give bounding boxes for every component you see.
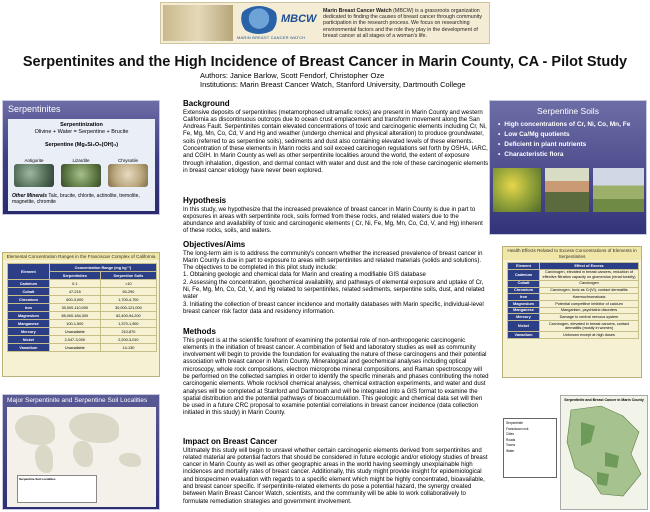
sample-label: Antigorite bbox=[24, 158, 44, 163]
table-cell: Iron bbox=[8, 304, 50, 312]
methods-section bbox=[183, 327, 489, 417]
flora-photo bbox=[493, 168, 541, 212]
table-cell: 47-215 bbox=[49, 288, 100, 296]
table-header: Effect of Excess bbox=[540, 263, 639, 270]
serpentinization-equation: Olivine + Water = Serpentine + Brucite bbox=[34, 129, 129, 135]
table-cell: 14-130 bbox=[100, 344, 156, 352]
table-row bbox=[8, 288, 157, 296]
banner-photo-strip bbox=[163, 5, 233, 41]
objectives-section bbox=[183, 240, 489, 315]
chrysotile-sample bbox=[108, 158, 148, 187]
table-header: Element bbox=[8, 264, 50, 280]
table-cell: Mercury bbox=[8, 328, 50, 336]
soils-item: • Deficient in plant nutrients bbox=[498, 140, 646, 150]
table-row bbox=[8, 320, 157, 328]
table-row bbox=[508, 287, 639, 294]
table-cell: Magnesium bbox=[8, 312, 50, 320]
legend-entry: Towns bbox=[506, 443, 516, 447]
map-landmass bbox=[15, 415, 55, 445]
concentration-table bbox=[7, 263, 157, 352]
concentration-table-body bbox=[8, 280, 157, 352]
health-table-body bbox=[508, 269, 639, 338]
table-row bbox=[508, 332, 639, 339]
table-cell: 30,000-121,000 bbox=[100, 304, 156, 312]
soils-heading: Serpentine Soils bbox=[537, 106, 599, 116]
map-landmass bbox=[119, 453, 141, 467]
objective-item: 1. Obtaining geologic and chemical data for Marin and creating a modifiable GIS database bbox=[183, 271, 426, 279]
table-row bbox=[508, 321, 639, 332]
logo-text: MBCW bbox=[281, 13, 317, 25]
table-cell: <10 bbox=[100, 280, 156, 288]
marin-map-graphic bbox=[561, 402, 647, 502]
table-row bbox=[8, 312, 157, 320]
health-effects-table bbox=[507, 262, 639, 339]
background-text: Extensive deposits of serpentinites (metamorphosed ultramafic rocks) are present in Marin County and western California as discontinuous outcrops due to ocean crust emplacement and transform movement along the San Andreas Fault. Serpentinites contain elevated concentrations of toxic and carcinogenic elements including Cr, Ni, Fe, Mg, Mn, Co, Cd, V and Hg and weather (undergo chemical and physical alteration) to produce groundwater, soils (referred to as serpentine soils), sediments and dust also containing elevated levels of these elements. Concentration of these elements in Marin rocks and soil exceed carcinogen regulations set forth by OSHA, IARC, and CGIH. In Marin County as well as other serpentinite localities around the world, the extent of exposure through inhalation, digestion, and dermal contact with water and dust and the role of these carcinogenic elements in breast cancer etiology have never been explored. bbox=[183, 108, 489, 174]
table-row bbox=[8, 304, 157, 312]
table-cell: Carcinogen, elevated in breast cancers, contact dermatitis (mostly in women) bbox=[540, 321, 639, 332]
soils-item: • High concentrations of Cr, Ni, Co, Mn, Fe bbox=[498, 120, 646, 130]
table-row bbox=[8, 344, 157, 352]
hypothesis-section bbox=[183, 196, 489, 235]
table-cell: 30,000-110,000 bbox=[49, 304, 100, 312]
serpentinization-heading: Serpentinization bbox=[60, 122, 103, 128]
table-cell: Unavailable bbox=[49, 344, 100, 352]
locality-map-heading: Major Serpentinite and Serpentine Soil Localities bbox=[7, 397, 148, 404]
table-header: Concentration Range (mg kg⁻¹) bbox=[49, 264, 156, 272]
lizardite-sample bbox=[61, 158, 101, 187]
table-cell: Cadmium bbox=[8, 280, 50, 288]
table-cell: 50-290 bbox=[100, 288, 156, 296]
header-banner bbox=[160, 2, 490, 44]
other-minerals-text: Talc, brucite, chlorite, actinolite, tremolite, magnetite, chromite bbox=[12, 193, 140, 205]
serpentinites-heading: Serpentinites bbox=[8, 104, 61, 114]
poster-title: Serpentinites and the High Incidence of Breast Cancer in Marin County, CA - Pilot Study bbox=[22, 54, 628, 70]
table-row bbox=[8, 296, 157, 304]
health-table-caption: Health Effects Related to Excess Concentrations of Elements in Serpentinites bbox=[503, 247, 641, 260]
methods-text: This project is at the scientific forefront of examining the potential role of non-anthropogenic carcinogenic elements in the initiation of breast cancer. A combination of field and laboratory studies as well as community involvement will begin to provide the foundation for evaluating the nature of these carcinogens and their potential association with breast cancer in Marin County. Mineralogical and geochemical analyses including optical microscopy, whole rock compositions, electron microprobe mineral compositions, and Raman spectroscopy will be performed on the collected samples in order to identify the specific minerals and phases contributing the noted carcinogenic elements. Whole rock/soil chemical analyses, chemical extraction experiments, and water and dust analyses will be completed at Stanford and Dartmouth and will be integrated into a GIS format to examine the spatial distribution and the potential pathways of bioaccumulation. This geologic and chemical data set will then be used in a future CRC proposal to examine potential correlations in breast cancer incidence (data collection initiated in this study) in Marin County. bbox=[183, 336, 489, 417]
table-cell: Manganism, psychiatric disorders bbox=[540, 307, 639, 314]
table-cell: Manganese bbox=[8, 320, 50, 328]
antigorite-sample bbox=[14, 158, 54, 187]
table-cell: Potential competitive inhibitor of calcium bbox=[540, 300, 639, 307]
table-cell: Unknown except at high doses bbox=[540, 332, 639, 339]
impact-heading: Impact on Breast Cancer bbox=[183, 437, 278, 446]
table-header: Serpentinites bbox=[49, 272, 100, 280]
concentration-table-panel bbox=[2, 252, 160, 377]
other-minerals bbox=[12, 193, 152, 205]
researcher-photo bbox=[545, 168, 589, 212]
table-cell: Mercury bbox=[508, 314, 540, 321]
marin-county-map bbox=[506, 395, 648, 510]
table-cell: Cadmium bbox=[508, 269, 540, 280]
table-cell: Carcinogen, elevated in breast cancers, reduction of effective filtration capacity on glomerulus (renal toxicity) bbox=[540, 269, 639, 280]
map-landmass bbox=[69, 413, 119, 443]
table-row bbox=[508, 294, 639, 301]
objectives-heading: Objectives/Aims bbox=[183, 240, 246, 249]
objective-item: 3. Initiating the collection of breast cancer incidence and mortality databases with Marin specific, individual-level breast cancer risk factor data and residency information. bbox=[183, 300, 484, 315]
table-header: Element bbox=[508, 263, 540, 270]
soils-item: • Low Ca/Mg quotients bbox=[498, 130, 646, 140]
table-cell: Manganese bbox=[508, 307, 540, 314]
objective-item: 2. Assessing the concentration, geochemical availability, and pathways of elemental exposure and uptake of Cr, Ni, Fe, Mg, Mn, Co, Cd, V, and Hg related to serpentinites, related sediments, serpentine soils, dust, and related water bbox=[183, 278, 485, 301]
legend-entry: Water bbox=[506, 448, 515, 453]
table-row bbox=[8, 336, 157, 344]
table-cell: 0.1 bbox=[49, 280, 100, 288]
background-section bbox=[183, 99, 489, 174]
legend-entry: Roads bbox=[506, 437, 516, 442]
mbcw-logo bbox=[233, 5, 321, 41]
sample-label: Lizardite bbox=[72, 158, 90, 163]
hypothesis-heading: Hypothesis bbox=[183, 196, 227, 205]
table-cell: Cobalt bbox=[8, 288, 50, 296]
table-cell: 85,000-184,300 bbox=[49, 312, 100, 320]
legend-entry: Cities bbox=[506, 432, 514, 436]
table-cell: 1,700-4,700 bbox=[100, 296, 156, 304]
serpentinites-content bbox=[8, 119, 155, 211]
background-heading: Background bbox=[183, 99, 230, 108]
table-cell: 62,400-94,200 bbox=[100, 312, 156, 320]
table-cell: 2,200-3,010 bbox=[100, 336, 156, 344]
table-cell: Magnesium bbox=[508, 300, 540, 307]
table-cell: 2,047-3,000 bbox=[49, 336, 100, 344]
table-cell: Vanadium bbox=[508, 332, 540, 339]
table-cell: Nickel bbox=[508, 321, 540, 332]
logo-subtitle: MARIN BREAST CANCER WATCH bbox=[237, 35, 306, 40]
table-cell: Nickel bbox=[8, 336, 50, 344]
table-cell: Carcinogen bbox=[540, 280, 639, 287]
authors-line: Authors: Janice Barlow, Scott Fendorf, Christopher Oze bbox=[200, 71, 385, 80]
table-row bbox=[508, 300, 639, 307]
locality-map-panel bbox=[2, 394, 160, 510]
hypothesis-text: In this study, we hypothesize that the increased prevalence of breast cancer in Marin County is due in part to exposures in areas with serpentinite rock, soils formed from these rocks, and related waters due to the abundance and availability of toxic and carcinogenic elements ( Cr, Ni, Fe, Mg, Mn, Co, Cd, V, and Hg) inherent of these rocks, soils, and waters. bbox=[183, 205, 483, 235]
serpentine-formula: Serpentine (Mg₃Si₂O₅(OH)₄) bbox=[44, 142, 119, 148]
map-landmass bbox=[73, 441, 93, 467]
table-row bbox=[8, 328, 157, 336]
table-cell: Chromium bbox=[8, 296, 50, 304]
table-cell: 1,370-1,900 bbox=[100, 320, 156, 328]
logo-emblem-icon bbox=[239, 6, 279, 34]
concentration-table-caption: Elemental Concentration Ranges in the Franciscan Complex of California bbox=[3, 253, 159, 260]
marin-map-caption: Serpentinite and Breast Cancer in Marin County bbox=[564, 398, 644, 402]
banner-description-text: (MBCW) is a grassroots organization dedicated to finding the causes of breast cancer through community participation in the research process. We focus on researching environmental factors and the role they play in the development of breast cancer at all stages of a woman's life. bbox=[323, 8, 482, 39]
marin-map-legend bbox=[503, 418, 557, 478]
other-minerals-label: Other Minerals bbox=[12, 193, 48, 199]
table-cell: Carcinogen, toxic as Cr(VI), contact dermatitis bbox=[540, 287, 639, 294]
soils-item: • Characteristic flora bbox=[498, 150, 646, 160]
table-row bbox=[508, 280, 639, 287]
author-block bbox=[200, 71, 466, 89]
map-landmass bbox=[35, 445, 53, 473]
sample-label: Chrysotile bbox=[117, 158, 138, 163]
table-cell: Iron bbox=[508, 294, 540, 301]
table-header: Serpentine Soils bbox=[100, 272, 156, 280]
methods-heading: Methods bbox=[183, 327, 216, 336]
impact-text: Ultimately this study will begin to unravel whether certain carcinogenic elements derived from serpentinites and related material are potential factors that should be considered in future ecologic and/or etiology studies of breast cancer in Marin County as well as other geographic areas in the world having seemingly unexplainable high incidences and mortality rates of breast cancer. Additionally, this study might provide insight for epidemiological and biospecimen evaluation with regards to a specific element which might be highly concentrated, bioavailable, and breast cancer specific. If serpentinite-related elements do pose a potential hazard, the synergy created between Marin Breast Cancer Watch, scientists, and the community will be able to work collaboratively to formulate remediation strategies and government involvement. bbox=[183, 446, 488, 505]
soils-list bbox=[490, 120, 646, 160]
table-row bbox=[8, 280, 157, 288]
table-cell: Haemochromatosis bbox=[540, 294, 639, 301]
legend-entry: Franciscan rock bbox=[506, 426, 529, 431]
table-cell: Chromium bbox=[508, 287, 540, 294]
locality-legend-title: Serpentine Soil Localities bbox=[19, 477, 56, 481]
landscape-photo bbox=[593, 168, 644, 212]
banner-description bbox=[323, 8, 487, 39]
table-cell: Cobalt bbox=[508, 280, 540, 287]
health-effects-panel bbox=[502, 246, 642, 378]
serpentinite-area bbox=[597, 472, 609, 486]
table-cell: 600-3,000 bbox=[49, 296, 100, 304]
table-cell: 210-870 bbox=[100, 328, 156, 336]
legend-entry: Serpentinite bbox=[506, 421, 524, 425]
banner-org-name: Marin Breast Cancer Watch bbox=[323, 8, 392, 14]
table-cell: Vanadium bbox=[8, 344, 50, 352]
locality-legend bbox=[17, 475, 97, 503]
objectives-intro: The long-term aim is to address the community's concern whether the increased prevalence of breast cancer in Marin County is due in part to exposure to areas with serpentinites and related materials (solids and solutions). The objectives to be completed in this pilot study include: bbox=[183, 249, 483, 272]
table-cell: Unavailable bbox=[49, 328, 100, 336]
world-locality-map bbox=[7, 407, 156, 507]
table-row bbox=[508, 269, 639, 280]
impact-section bbox=[183, 437, 489, 505]
table-cell: Damage to central nervous system bbox=[540, 314, 639, 321]
table-cell: 100-1,500 bbox=[49, 320, 100, 328]
serpentinites-panel bbox=[2, 100, 160, 215]
table-row bbox=[508, 307, 639, 314]
table-row bbox=[508, 314, 639, 321]
institutions-line: Institutions: Marin Breast Cancer Watch, Stanford University, Dartmouth College bbox=[200, 80, 466, 89]
